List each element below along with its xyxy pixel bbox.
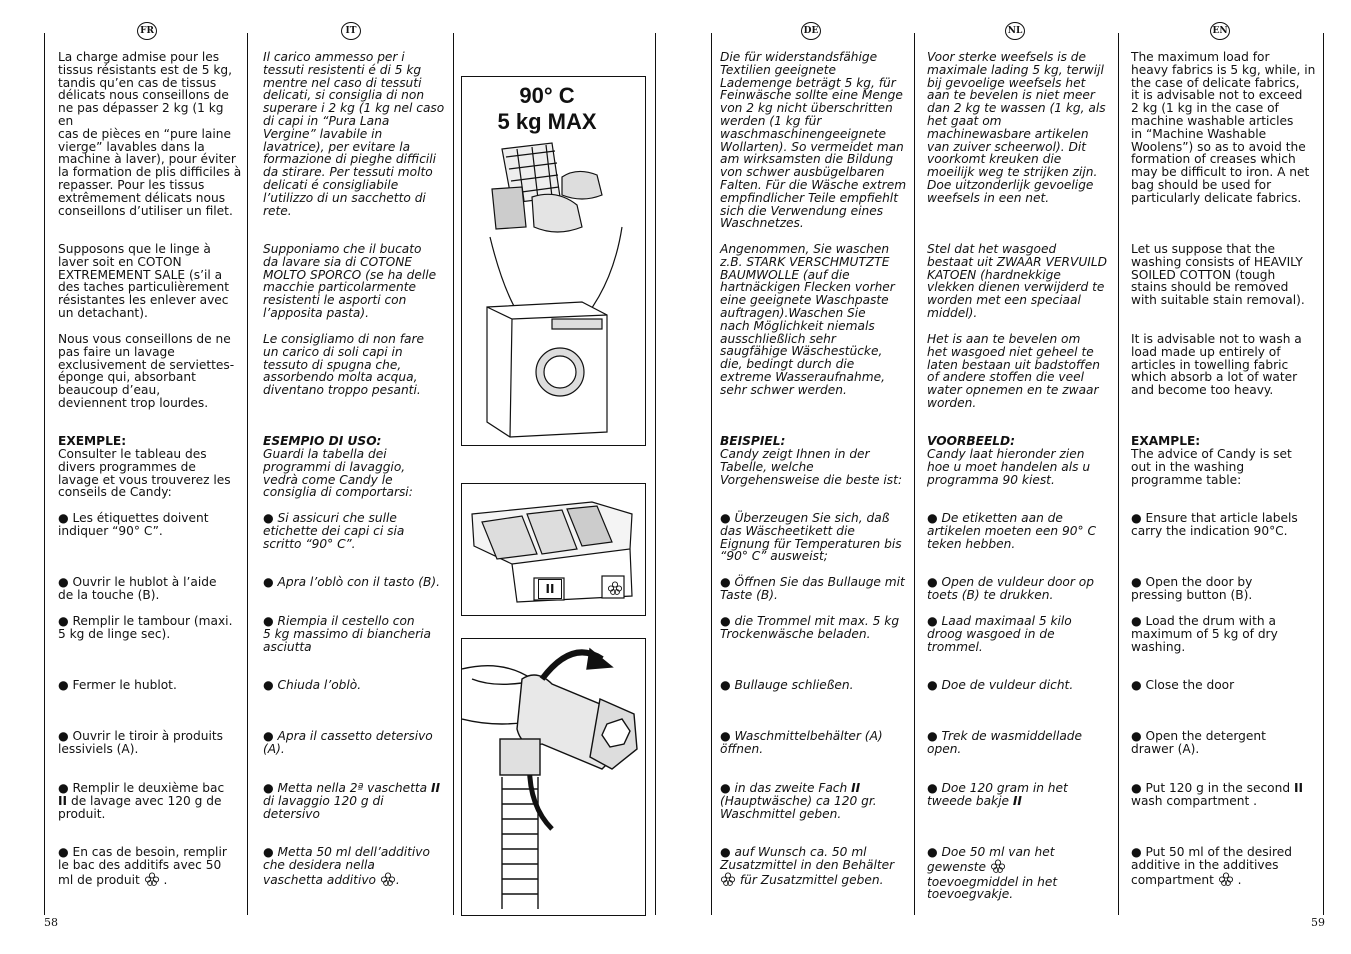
water-tap-figure xyxy=(461,638,646,916)
page-number-left: 58 xyxy=(44,916,58,929)
step: ● Load the drum with a maximum of 5 kg of dry washing. xyxy=(1131,614,1278,654)
step: ● in das zweite Fach II (Hauptwäsche) ca 120 gr. Waschmittel geben. xyxy=(720,781,877,821)
paragraph: Supponiamo che il bucato da lavare sia di COTONE MOLTO SPORCO (se ha delle macchie particolarmente resistenti le asporti con l’apposita pasta). xyxy=(263,242,437,320)
step: ● Ouvrir le tiroir à produits lessiviels (A). xyxy=(58,729,223,756)
step: ● Close the door xyxy=(1131,678,1235,692)
additive-flower-icon xyxy=(1218,872,1234,889)
additive-flower-icon xyxy=(990,859,1006,876)
paragraph: Voor sterke weefsels is de maximale lading 5 kg, terwijl bij gevoelige weefsels het aan te bevelen is niet meer dan 2 kg te wassen (1 kg, als het gaat om machinewasbare artikelen van zuiver scheerwol). Dit voorkomt kreuken die moeilijk weg te strijken zijn. Doe uitzonderlijk gevoelige weefsels in een net. xyxy=(927,50,1106,205)
paragraph: Supposons que le linge à laver soit en COTON EXTREMEMENT SALE (s’il a des taches particulièrement résistantes les enlever avec un detachant). xyxy=(58,242,230,320)
step: ● Si assicuri che sulle etichette dei capi ci sia scritto “90° C”. xyxy=(263,511,405,551)
step: ● Waschmittelbehälter (A) öffnen. xyxy=(720,729,883,756)
step: ● Metta 50 ml dell’additivo che desidera nella vaschetta additivo . xyxy=(263,845,430,887)
additive-flower-icon xyxy=(380,872,396,889)
temperature-label: 90° C xyxy=(519,83,575,108)
step: ● Ensure that article labels carry the indication 90°C. xyxy=(1131,511,1298,538)
paragraph: La charge admise pour les tissus résistants est de 5 kg, tandis qu’en cas de tissus délicats nous conseillons de ne pas dépasser 2 kg (1 kg en cas de pièces en “pure laine vierge” lavables dans la machine à laver), pour éviter la formation de plis difficiles à repasser. Pour les tissus extrêmement délicats nous conseillons d’utiliser un filet. xyxy=(58,50,242,218)
language-badge-nl: NL xyxy=(1005,22,1025,40)
paragraph: Consulter le tableau des divers programmes de lavage et vous trouverez les conseils de Candy: xyxy=(58,447,231,500)
step: ● Überzeugen Sie sich, daß das Wäscheetikett die Eignung für Temperaturen bis “90° C” ausweist; xyxy=(720,511,902,564)
max-load-label: 5 kg MAX xyxy=(497,109,597,134)
additive-flower-icon xyxy=(720,872,736,889)
step: ● Remplir le tambour (maxi. 5 kg de linge sec). xyxy=(58,614,233,641)
paragraph: It is advisable not to wash a load made up entirely of articles in towelling fabric which absorb a lot of water and become too heavy. xyxy=(1131,332,1302,398)
step: ● Doe de vuldeur dicht. xyxy=(927,678,1074,692)
column-rule xyxy=(453,33,454,915)
step: ● Put 50 ml of the desired additive in the additives compartment . xyxy=(1131,845,1292,887)
paragraph: The maximum load for heavy fabrics is 5 kg, while, in the case of delicate fabrics, it is advisable not to exceed 2 kg (1 kg in the case of machine washable articles in “Machine Washable Woolens”) so as to avoid the formation of creases which may be difficult to iron. A net bag should be used for particularly delicate fabrics. xyxy=(1131,50,1316,205)
column-rule xyxy=(711,33,712,915)
step: ● Öffnen Sie das Bullauge mit Taste (B). xyxy=(720,575,905,602)
column-rule xyxy=(1118,33,1119,915)
language-badge-de: DE xyxy=(801,22,821,40)
step: ● Ouvrir le hublot à l’aide de la touche (B). xyxy=(58,575,217,602)
paragraph: Stel dat het wasgoed bestaat uit ZWAAR VERVUILD KATOEN (hardnekkige vlekken dienen verwijderd te worden met een speciaal middel). xyxy=(927,242,1108,320)
additive-flower-icon xyxy=(607,580,623,599)
step: ● Remplir le deuxième bac II de lavage avec 120 g de produit. xyxy=(58,781,225,821)
laundry-illustration xyxy=(462,77,645,445)
step: ● die Trommel mit max. 5 kg Trockenwäsche beladen. xyxy=(720,614,900,641)
column-rule xyxy=(247,33,248,915)
column-rule xyxy=(44,33,45,915)
column-rule xyxy=(914,33,915,915)
step: ● Open the door by pressing button (B). xyxy=(1131,575,1253,602)
step: ● Bullauge schließen. xyxy=(720,678,854,692)
language-badge-it: IT xyxy=(341,22,361,40)
step: ● Apra il cassetto detersivo (A). xyxy=(263,729,433,756)
column-rule xyxy=(655,33,656,915)
step: ● Riempia il cestello con 5 kg massimo di biancheria asciutta xyxy=(263,614,432,654)
step: ● De etiketten aan de artikelen moeten een 90° C teken hebben. xyxy=(927,511,1096,551)
section-heading: VOORBEELD: xyxy=(927,434,1016,448)
paragraph: Le consigliamo di non fare un carico di soli capi in tessuto di spugna che, assorbendo molta acqua, diventano troppo pesanti. xyxy=(263,332,425,398)
language-badge-fr: FR xyxy=(137,22,157,40)
step: ● Fermer le hublot. xyxy=(58,678,177,692)
step: ● Doe 120 gram in het tweede bakje II xyxy=(927,781,1068,808)
step: ● Open the detergent drawer (A). xyxy=(1131,729,1266,756)
detergent-drawer-figure xyxy=(461,483,646,616)
paragraph: Nous vous conseillons de ne pas faire un lavage exclusivement de serviettes- éponge qui, absorbant beaucoup d’eau, deviennent trop lourdes. xyxy=(58,332,235,410)
paragraph: Guardi la tabella dei programmi di lavaggio, vedrà come Candy le consiglia di comportarsi: xyxy=(263,447,413,500)
paragraph: Het is aan te bevelen om het wasgoed niet geheel te laten bestaan uit badstoffen of andere stoffen die veel water opnemen en te zwaar worden. xyxy=(927,332,1100,410)
section-heading: EXEMPLE: xyxy=(58,434,127,448)
step: ● Trek de wasmiddellade open. xyxy=(927,729,1083,756)
paragraph: Il carico ammesso per i tessuti resistenti é di 5 kg mentre nel caso di tessuti delicati, si consiglia di non superare i 2 kg (1 kg nel caso di capi in “Pura Lana Vergine” lavabile in lavatrice), per evitare la formazione di pieghe difficili da stirare. Per tessuti molto delicati é consigliabile l’utilizzo di un sacchetto di rete. xyxy=(263,50,445,218)
step: ● auf Wunsch ca. 50 ml Zusatzmittel in den Behälter für Zusatzmittel geben. xyxy=(720,845,895,887)
paragraph: Candy laat hieronder zien hoe u moet handelen als u programma 90 kiest. xyxy=(927,447,1091,487)
step: ● Doe 50 ml van het gewenste toevoegmiddel in het toevoegvakje. xyxy=(927,845,1058,902)
step: ● Apra l’oblò con il tasto (B). xyxy=(263,575,440,589)
page-number-right: 59 xyxy=(1311,916,1325,929)
paragraph: Die für widerstandsfähige Textilien geeignete Lademenge beträgt 5 kg, für Feinwäsche sollte eine Menge von 2 kg nicht überschritten werden (1 kg für waschmaschinengeeignete Wollarten). So vermeidet man am wirksamsten die Bildung von schwer ausbügelbaren Falten. Für die Wäsche extrem empfindlicher Teile empfiehlt sich die Verwendung eines Waschnetzes. xyxy=(720,50,907,231)
step: ● Les étiquettes doivent indiquer “90° C”. xyxy=(58,511,209,538)
step: ● Metta nella 2ª vaschetta II di lavaggio 120 g di detersivo xyxy=(263,781,441,821)
step: ● Chiuda l’oblò. xyxy=(263,678,362,692)
section-heading: BEISPIEL: xyxy=(720,434,786,448)
step: ● Laad maximaal 5 kilo droog wasgoed in de trommel. xyxy=(927,614,1072,654)
paragraph: Angenommen, Sie waschen z.B. STARK VERSCHMUTZTE BAUMWOLLE (auf die hartnäckigen Flecken vorher eine geeignete Waschpaste auftragen).Waschen Sie nach Möglichkeit niemals ausschließlich sehr saugfähige Wäschestücke, die, bedingt durch die extreme Wasseraufnahme, sehr schwer werden. xyxy=(720,242,895,397)
washing-machine-figure xyxy=(461,76,646,446)
step: ● En cas de besoin, remplir le bac des additifs avec 50 ml de produit . xyxy=(58,845,227,887)
main-wash-compartment-label: II xyxy=(538,579,562,599)
step: ● Open de vuldeur door op toets (B) te drukken. xyxy=(927,575,1094,602)
tap-illustration xyxy=(462,639,645,915)
step: ● Put 120 g in the second II wash compartment . xyxy=(1131,781,1304,808)
section-heading: EXAMPLE: xyxy=(1131,434,1201,448)
paragraph: The advice of Candy is set out in the washing programme table: xyxy=(1131,447,1292,487)
column-rule xyxy=(1323,33,1324,915)
language-badge-en: EN xyxy=(1210,22,1230,40)
additive-flower-icon xyxy=(144,872,160,889)
paragraph: Candy zeigt Ihnen in der Tabelle, welche Vorgehensweise die beste ist: xyxy=(720,447,903,487)
section-heading: ESEMPIO DI USO: xyxy=(263,434,382,448)
paragraph: Let us suppose that the washing consists of HEAVILY SOILED COTTON (tough stains should be removed with suitable stain removal). xyxy=(1131,242,1305,308)
